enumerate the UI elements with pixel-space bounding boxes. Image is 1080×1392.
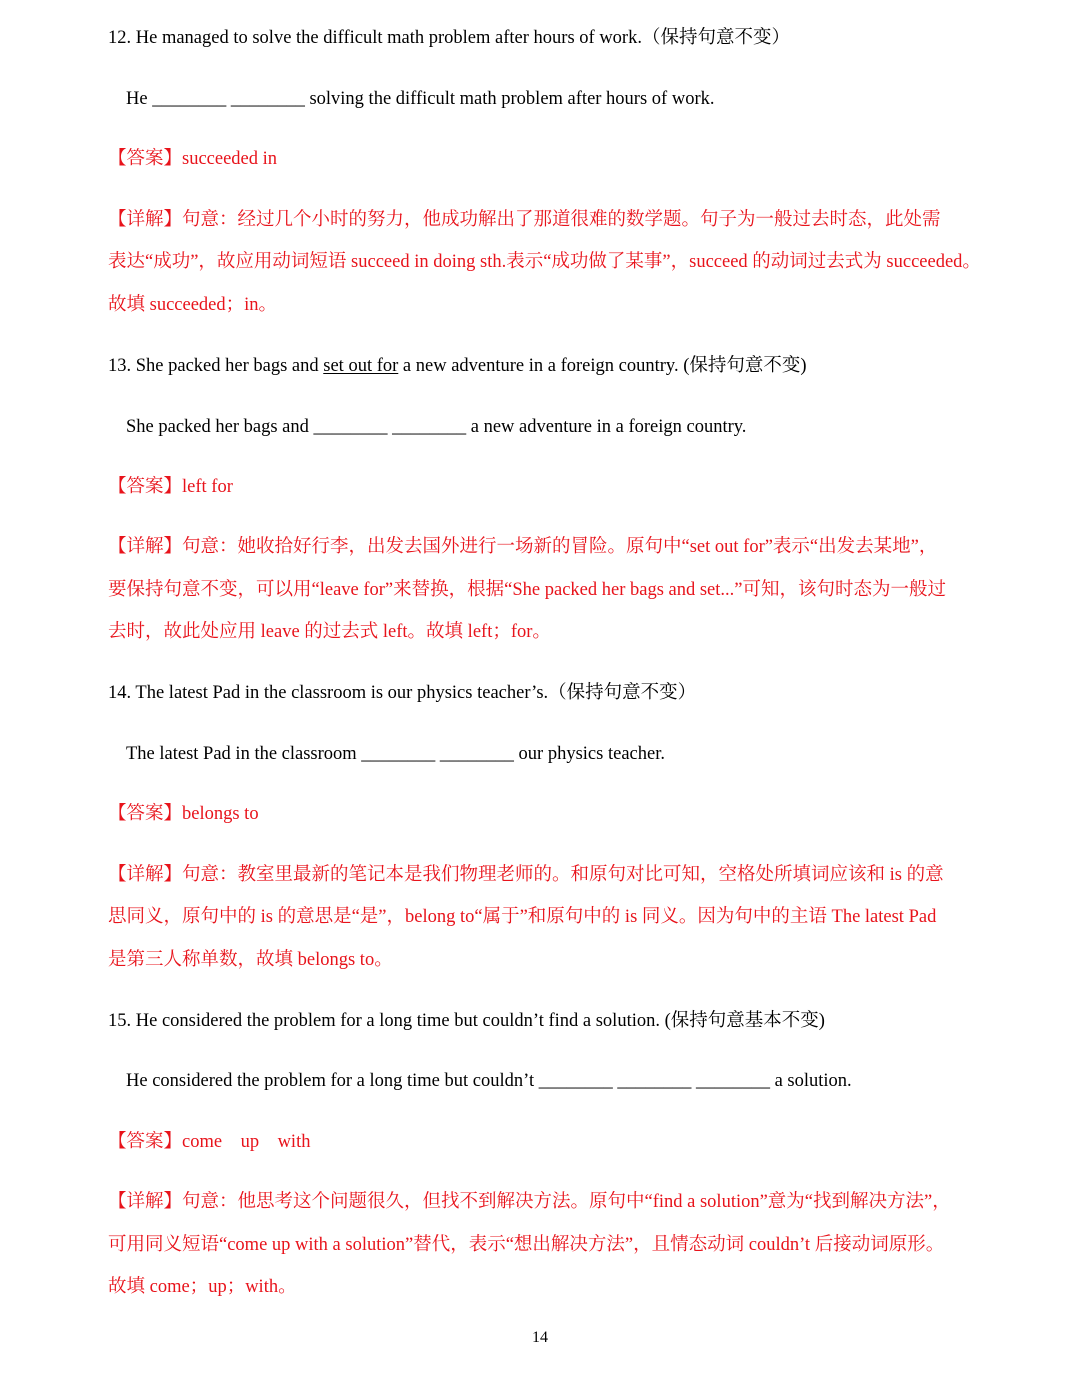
question-15-answer: 【答案】come up with (108, 1132, 311, 1152)
question-15-rewrite: He considered the problem for a long time but couldn’t ________ ________ ________ a solution. (126, 1071, 852, 1091)
question-13-rewrite: She packed her bags and ________ ________ a new adventure in a foreign country. (126, 417, 747, 437)
question-12-explanation-line-2: 表达“成功”，故应用动词短语 succeed in doing sth.表示“成功做了某事”，succeed 的动词过去式为 succeeded。 (108, 252, 981, 272)
question-13-underlined-phrase: set out for (323, 356, 399, 376)
question-12-explanation-line-3: 故填 succeeded；in。 (108, 295, 278, 315)
question-12-rewrite: He ________ ________ solving the difficult math problem after hours of work. (126, 89, 715, 109)
question-14-rewrite: The latest Pad in the classroom ________ ________ our physics teacher. (126, 744, 665, 764)
question-12-answer: 【答案】succeeded in (108, 149, 278, 169)
question-12-prompt: 12. He managed to solve the difficult math problem after hours of work.（保持句意不变） (108, 28, 790, 48)
question-13-prompt-after: a new adventure in a foreign country. (保持句意不变) (398, 356, 807, 376)
question-13-answer: 【答案】left for (108, 477, 233, 497)
question-12-explanation-line-1: 【详解】句意：经过几个小时的努力，他成功解出了那道很难的数学题。句子为一般过去时态，此处需 (108, 210, 941, 230)
question-14-answer: 【答案】belongs to (108, 804, 259, 824)
question-15-explanation-line-1: 【详解】句意：他思考这个问题很久，但找不到解决方法。原句中“find a solution”意为“找到解决方法”， (108, 1192, 951, 1212)
question-13-explanation-line-1: 【详解】句意：她收拾好行李，出发去国外进行一场新的冒险。原句中“set out for”表示“出发去某地”， (108, 537, 938, 557)
question-14-explanation-line-1: 【详解】句意：教室里最新的笔记本是我们物理老师的。和原句对比可知，空格处所填词应该和 is 的意 (108, 865, 944, 885)
question-13-prompt-before: 13. She packed her bags and (108, 356, 324, 376)
question-14-explanation-line-3: 是第三人称单数，故填 belongs to。 (108, 950, 393, 970)
question-14-explanation-line-2: 思同义，原句中的 is 的意思是“是”，belong to“属于”和原句中的 is 同义。因为句中的主语 The latest Pad (108, 907, 937, 927)
page-number: 14 (532, 1329, 548, 1346)
question-15-explanation-line-3: 故填 come；up；with。 (108, 1277, 297, 1297)
question-13-explanation-line-2: 要保持句意不变，可以用“leave for”来替换，根据“She packed her bags and set...”可知，该句时态为一般过 (108, 580, 946, 600)
question-15-prompt: 15. He considered the problem for a long time but couldn’t find a solution. (保持句意基本不变) (108, 1011, 825, 1031)
question-15-explanation-line-2: 可用同义短语“come up with a solution”替代，表示“想出解决方法”，且情态动词 couldn’t 后接动词原形。 (108, 1235, 945, 1255)
question-13-prompt (108, 353, 807, 379)
question-14-prompt: 14. The latest Pad in the classroom is our physics teacher’s.（保持句意不变） (108, 683, 697, 703)
question-13-explanation-line-3: 去时，故此处应用 leave 的过去式 left。故填 left；for。 (108, 622, 551, 642)
